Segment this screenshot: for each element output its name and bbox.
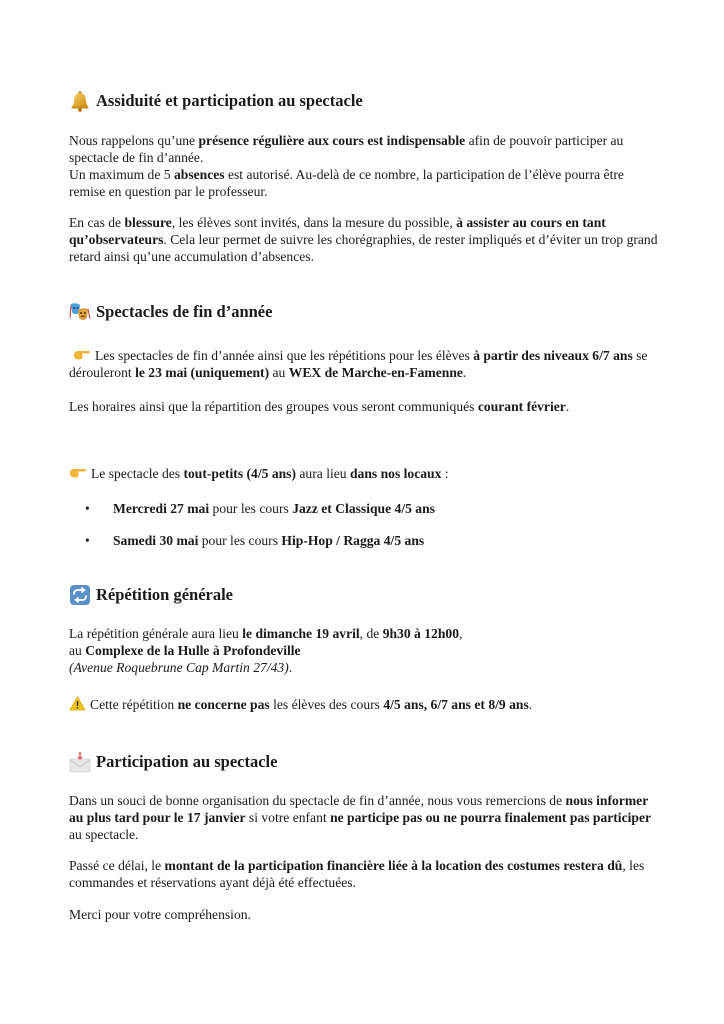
repeat-arrows-icon	[69, 584, 91, 606]
paragraph	[69, 906, 659, 923]
text-run: est autorisé. Au-delà de ce nombre, la participation de l’élève pourra être remise en question par le professeur.	[69, 167, 624, 199]
text-run: si votre enfant	[245, 810, 331, 825]
bold-text: 9h30 à 12h00	[382, 626, 459, 641]
paragraph	[69, 792, 659, 843]
text-run: Cette répétition	[90, 697, 178, 712]
bold-text: Samedi 30 mai	[113, 533, 199, 548]
section-title: Assiduité et participation au spectacle	[96, 91, 363, 110]
text-run: Le spectacle des	[91, 466, 184, 481]
bold-text: à partir des niveaux 6/7 ans	[473, 348, 633, 363]
bold-text: montant de la participation financière liée à la location des costumes restera dû	[164, 858, 623, 873]
text-run: au	[69, 643, 86, 658]
text-run: En cas de	[69, 215, 125, 230]
section-heading-assiduite	[69, 90, 363, 112]
bold-text: Mercredi 27 mai	[113, 501, 210, 516]
text-run: les élèves des cours	[269, 697, 384, 712]
paragraph	[69, 625, 659, 676]
text-run: pour les cours	[198, 533, 282, 548]
bold-text: Complexe de la Hulle à Profondeville	[85, 643, 301, 658]
paragraph-text	[69, 348, 647, 380]
bullet-marker: •	[85, 501, 90, 516]
text-run: ,	[459, 626, 463, 641]
text-run: pour les cours	[209, 501, 293, 516]
paragraph	[69, 857, 659, 891]
list-item-text	[113, 532, 424, 549]
text-run: se dérouleront	[69, 348, 648, 380]
text-run: , les commandes et réservations ayant déjà été effectuées.	[69, 858, 645, 890]
bold-text: nous informer au plus tard pour le 17 janvier	[69, 793, 648, 825]
paragraph	[69, 214, 659, 265]
paragraph	[69, 347, 659, 381]
bold-text: blessure	[124, 215, 172, 230]
bold-text: courant février	[477, 399, 566, 414]
text-run: au	[269, 365, 289, 380]
bold-text: ne participe pas ou ne pourra finalement pas participer	[330, 810, 652, 825]
text-run: afin de pouvoir participer au spectacle de fin d’année.	[69, 133, 624, 165]
bold-text: dans nos locaux	[349, 466, 442, 481]
bold-text: ne concerne pas	[177, 697, 270, 712]
section-title: Participation au spectacle	[96, 752, 278, 771]
text-run: Un maximum de 5	[69, 167, 174, 182]
bullet-marker: •	[85, 533, 90, 548]
text-run: . Cela leur permet de suivre les chorégraphies, de rester impliqués et d’éviter un trop grand retard ainsi qu’une accumulation d’absences.	[69, 232, 658, 264]
text-run: Merci pour votre compréhension.	[69, 907, 251, 922]
bold-text: le dimanche 19 avril	[242, 626, 360, 641]
bold-text: présence régulière aux cours est indispensable	[198, 133, 466, 148]
text-run: Les horaires ainsi que la répartition des groupes vous seront communiqués	[69, 399, 478, 414]
paragraph	[69, 696, 659, 713]
pointing-hand-icon	[69, 466, 87, 478]
text-run: , de	[359, 626, 383, 641]
text-run: :	[441, 466, 449, 481]
bold-text: à assister au cours en tant qu’observateurs	[69, 215, 606, 247]
text-run: .	[528, 697, 533, 712]
italic-text: (Avenue Roquebrune Cap Martin 27/43)	[69, 660, 289, 675]
section-heading-spectacles	[69, 301, 272, 323]
bold-text: absences	[173, 167, 225, 182]
bold-text: le 23 mai (uniquement)	[135, 365, 270, 380]
text-run: .	[462, 365, 467, 380]
text-run: Les spectacles de fin d’année ainsi que les répétitions pour les élèves	[95, 348, 474, 363]
text-run: Passé ce délai, le	[69, 858, 165, 873]
paragraph-text	[91, 466, 449, 481]
bold-text: tout-petits (4/5 ans)	[183, 466, 296, 481]
text-run: .	[288, 660, 293, 675]
list-item-text	[113, 500, 435, 517]
paragraph	[69, 465, 659, 482]
bold-text: 4/5 ans, 6/7 ans et 8/9 ans	[383, 697, 529, 712]
bold-text: Jazz et Classique 4/5 ans	[292, 501, 435, 516]
bell-icon	[69, 90, 91, 112]
bold-text: Hip-Hop / Ragga 4/5 ans	[281, 533, 425, 548]
section-title: Répétition générale	[96, 585, 234, 604]
paragraph	[69, 398, 659, 415]
envelope-arrow-icon	[69, 751, 91, 773]
section-heading-participation	[69, 751, 277, 773]
paragraph	[69, 132, 659, 200]
paragraph-text	[90, 697, 532, 712]
text-run: Nous rappelons qu’une	[69, 133, 199, 148]
text-run: aura lieu	[296, 466, 350, 481]
warning-icon	[69, 696, 86, 711]
text-run: .	[565, 399, 570, 414]
text-run: Dans un souci de bonne organisation du spectacle de fin d’année, nous vous remercions de	[69, 793, 566, 808]
bold-text: WEX de Marche-en-Famenne	[288, 365, 463, 380]
section-title: Spectacles de fin d’année	[96, 302, 273, 321]
section-heading-repetition	[69, 584, 233, 606]
text-run: , les élèves sont invités, dans la mesure du possible,	[171, 215, 457, 230]
pointing-hand-icon	[73, 348, 91, 360]
text-run: La répétition générale aura lieu	[69, 626, 243, 641]
text-run: au spectacle.	[69, 827, 139, 842]
performing-arts-masks-icon	[69, 301, 91, 323]
